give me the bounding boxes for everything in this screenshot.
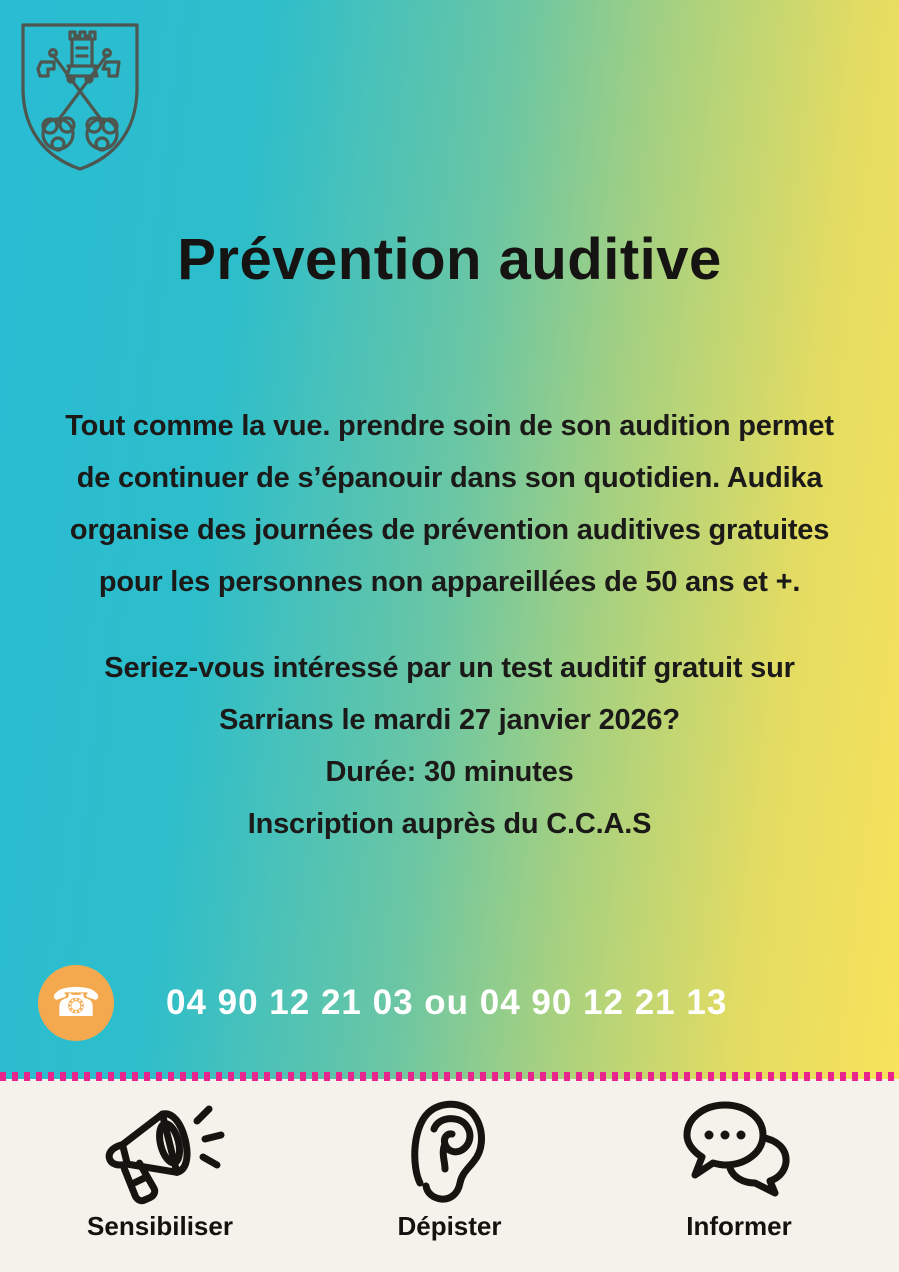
phone-contact-row (38, 965, 727, 1041)
intro-line: organise des journées de prévention auditives gratuites (69, 514, 830, 546)
sarrians-coat-of-arms (14, 18, 146, 176)
intro-paragraph (0, 400, 899, 608)
telephone-icon: ☎ (38, 965, 114, 1041)
intro-line: Tout comme la vue. prendre soin de son audition permet (65, 410, 834, 442)
intro-line: de continuer de s’épanouir dans son quotidien. Audika (76, 462, 823, 494)
footer-label-informer: Informer (686, 1211, 792, 1241)
intro-line: pour les personnes non appareillées de 50 ans et +. (98, 566, 801, 598)
footer-label-sensibiliser: Sensibiliser (87, 1211, 233, 1241)
footer-icon-row (0, 1081, 899, 1272)
footer-item-sensibiliser (40, 1081, 280, 1242)
footer-item-informer (619, 1081, 859, 1242)
page-title: Prévention auditive (177, 227, 722, 292)
speech-bubbles-icon (673, 1095, 805, 1207)
event-line: Durée: 30 minutes (325, 756, 574, 788)
event-line: Inscription auprès du C.C.A.S (247, 808, 652, 840)
ear-icon (402, 1095, 498, 1207)
footer-item-depister (330, 1081, 570, 1242)
dotted-divider (0, 1072, 899, 1081)
footer-label-depister: Dépister (397, 1211, 502, 1241)
event-line: Seriez-vous intéressé par un test auditif gratuit sur (104, 652, 795, 684)
event-details-paragraph (0, 642, 899, 850)
event-line: Sarrians le mardi 27 janvier 2026? (219, 704, 680, 736)
shield-crossed-keys-icon (14, 18, 146, 176)
phone-numbers: 04 90 12 21 03 ou 04 90 12 21 13 (166, 983, 728, 1022)
megaphone-icon (85, 1095, 235, 1207)
